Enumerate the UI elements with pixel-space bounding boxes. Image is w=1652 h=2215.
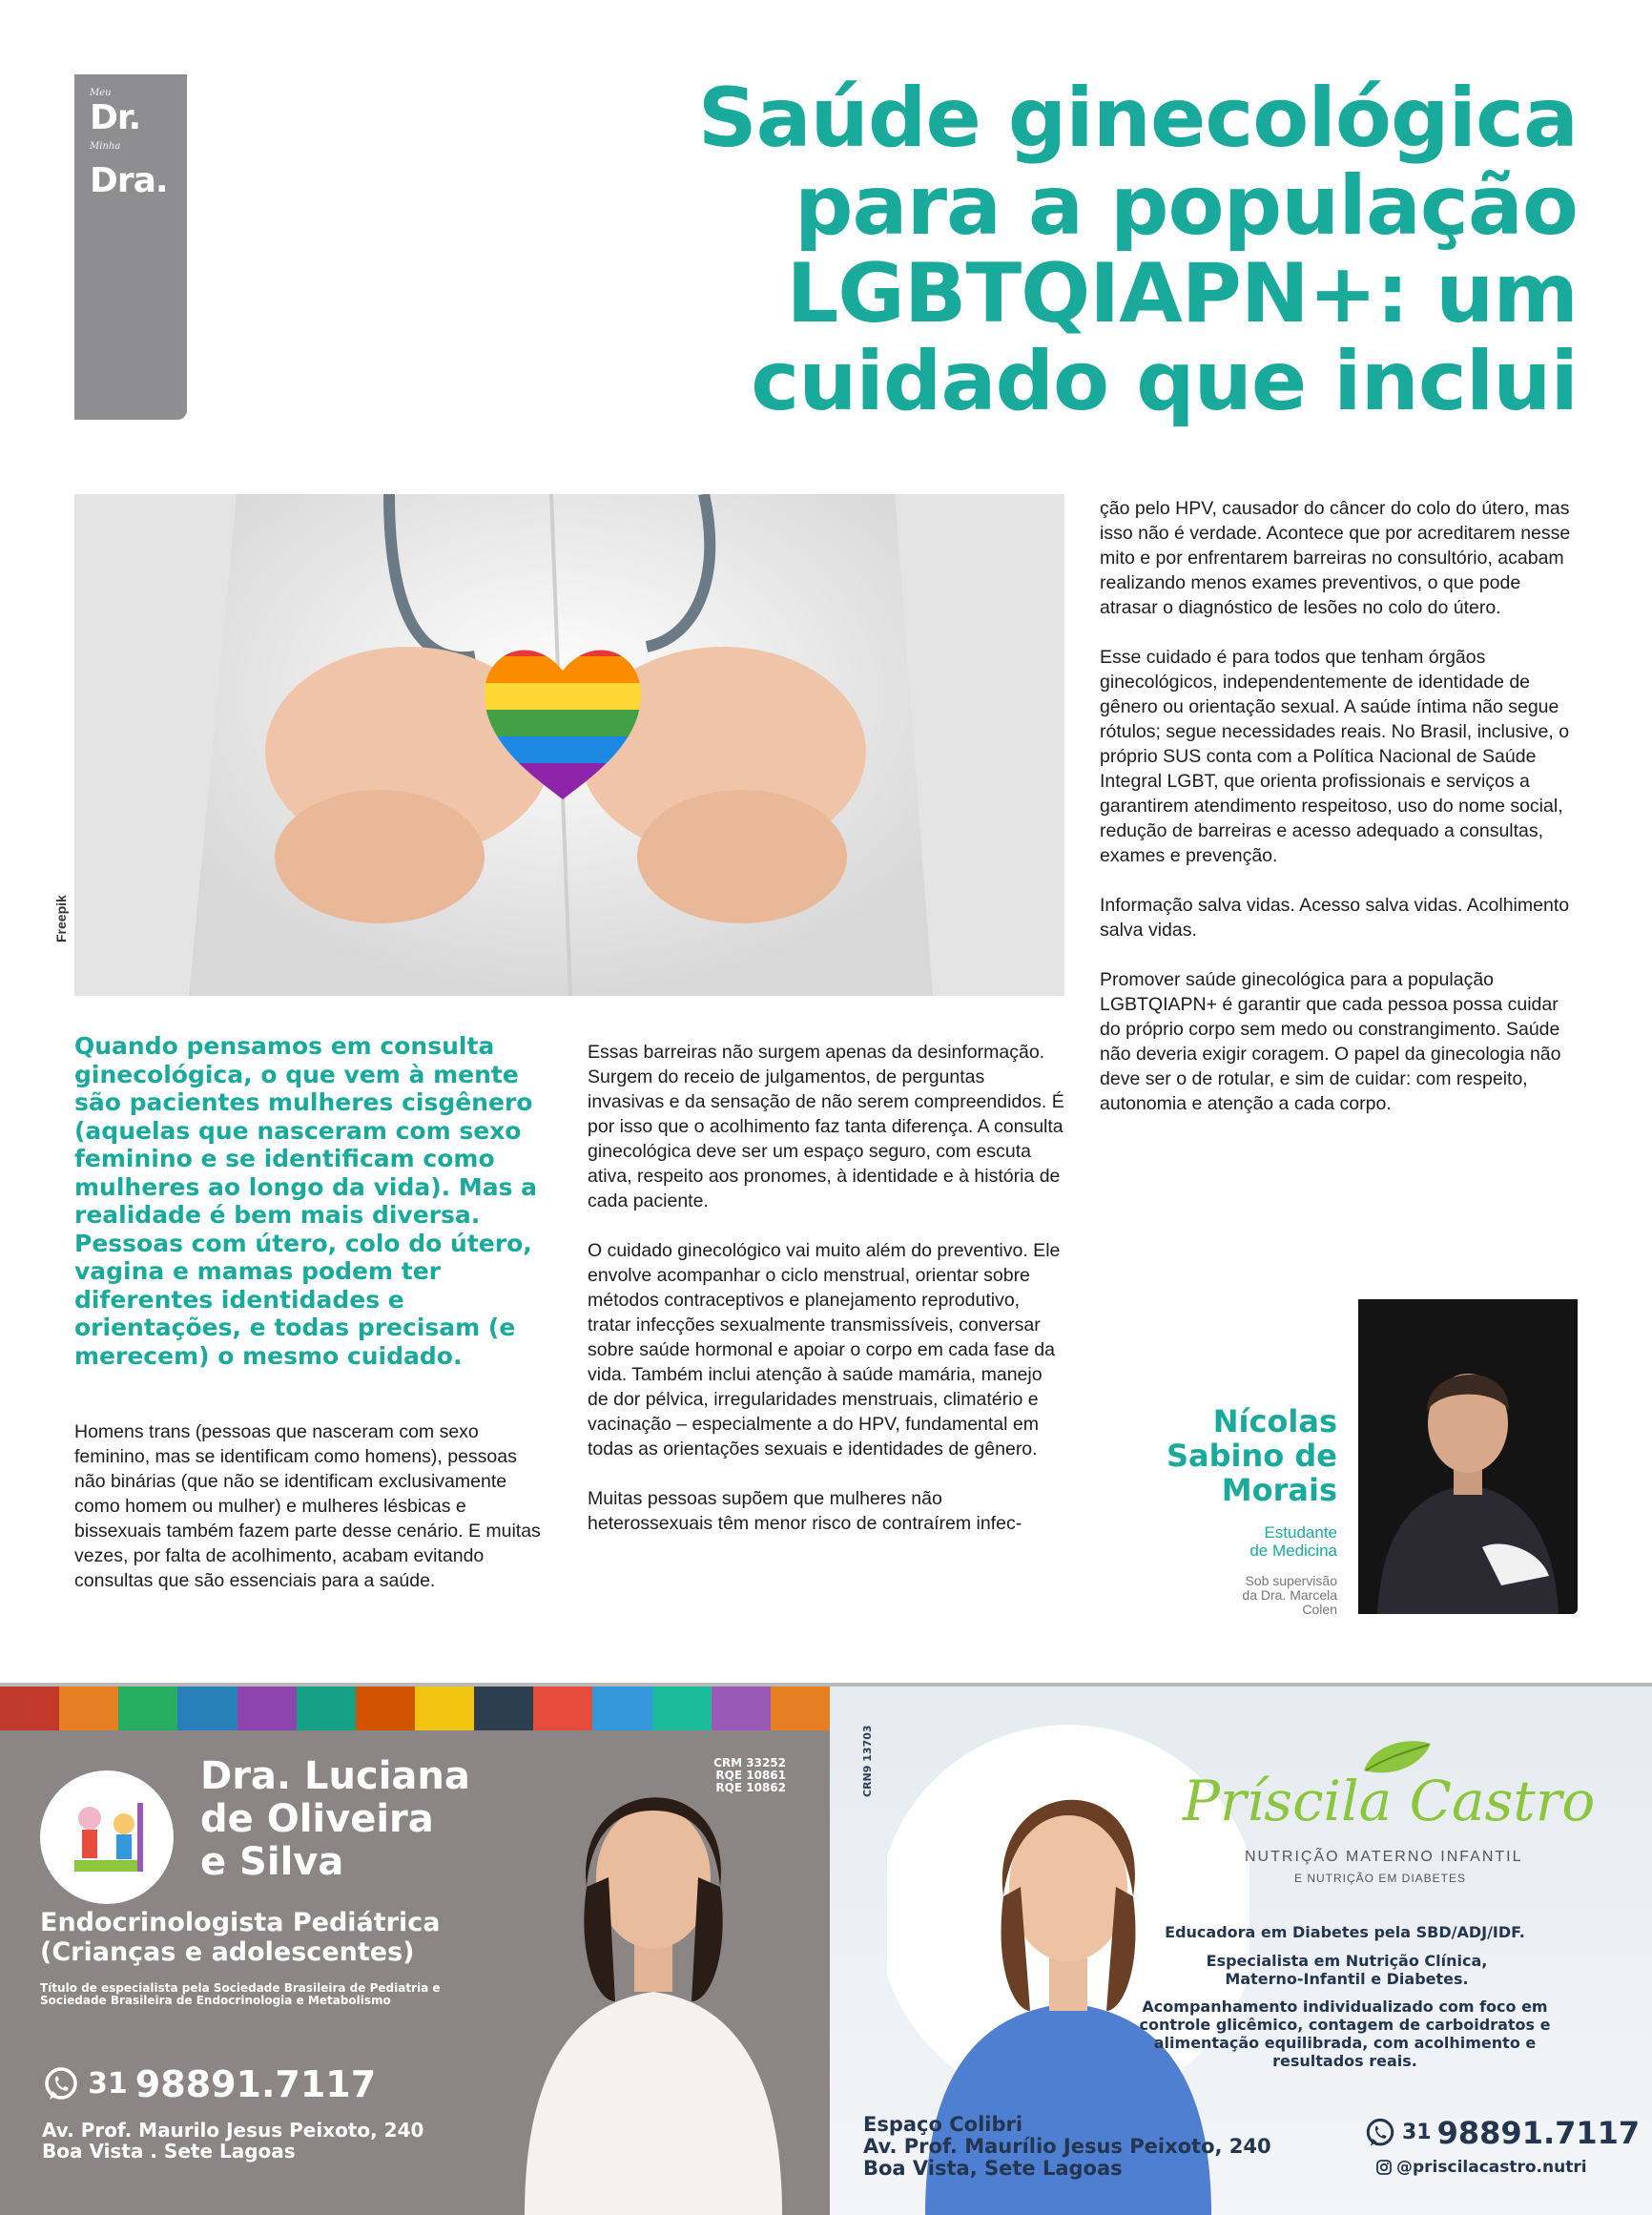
nutritionist-description: Acompanhamento individualizado com foco em controle glicêmico, contagem de carboidratos e alimentação equilibrada, com acolhimento e resultados reais. xyxy=(1139,1998,1551,2070)
author-role xyxy=(1249,1523,1337,1560)
whatsapp-icon xyxy=(42,2065,80,2103)
specialty-line: (Crianças e adolescentes) xyxy=(40,1937,415,1967)
children-growth-icon xyxy=(40,1770,174,1904)
brand-subtitle: NUTRIÇÃO MATERNO INFANTIL xyxy=(1245,1849,1523,1865)
ad1-address xyxy=(42,2120,423,2162)
doctor-holding-rainbow-heart-image xyxy=(74,494,1064,996)
paragraph: Informação salva vidas. Acesso salva vidas. Acolhimento salva vidas. xyxy=(1100,895,1570,941)
color-stripe xyxy=(415,1687,474,1730)
brand-subtitle: E NUTRIÇÃO EM DIABETES xyxy=(1294,1872,1467,1885)
doctor-registration xyxy=(710,1757,786,1794)
doctor-name-line: e Silva xyxy=(200,1840,344,1884)
article-title xyxy=(547,71,1578,429)
paragraph: O cuidado ginecológico vai muito além do preventivo. Ele envolve acompanhar o ciclo menstrual, orientar sobre métodos contraceptivos e planejamento reprodutivo, tratar infecções sexualmente transmissíveis, conversar sobre saúde hormonal e apoiar o corpo em cada fase da vida. Também inclui atenção à saúde mamária, manejo de dor pélvica, irregularidades menstruais, climatério e vacinação – especialmente a do HPV, fundamental em todas as orientações sexuais e identidades de gênero. xyxy=(588,1240,1061,1459)
author-portrait-image xyxy=(1358,1299,1578,1614)
author-supervision-line: Sob supervisão xyxy=(1245,1573,1337,1588)
nutritionist-registration: CRN9 13703 xyxy=(861,1725,874,1797)
color-stripe xyxy=(356,1687,415,1730)
instagram-icon xyxy=(1376,2160,1392,2175)
color-stripe xyxy=(237,1687,297,1730)
column-2-text xyxy=(588,1040,1064,1561)
article-photo xyxy=(74,494,1064,996)
doctor-name-line: Dra. Luciana xyxy=(200,1754,470,1798)
instagram-handle-text: @priscilacastro.nutri xyxy=(1396,2158,1587,2177)
column-3-text xyxy=(1100,496,1577,1141)
registration-line: RQE 10861 xyxy=(715,1769,786,1782)
color-stripe xyxy=(118,1687,177,1730)
paragraph: ção pelo HPV, causador do câncer do colo do útero, mas isso não é verdade. Acontece que por acreditarem nesse mito e por enfrentarem barreiras no consultório, acabam realizando menos exames preventivos, o que pode atrasar o diagnóstico de lesões no colo do útero. xyxy=(1100,498,1571,618)
logo-word-dra: Dra. xyxy=(90,161,168,200)
author-supervision xyxy=(1242,1574,1337,1617)
paragraph: Essas barreiras não surgem apenas da desinformação. Surgem do receio de julgamentos, de perguntas invasivas e da sensação de não serem compreendidos. É por isso que o acolhimento faz tanta diferença. A consulta ginecológica deve ser um espaço seguro, com escuta ativa, respeito aos pronomes, à identidade e à história de cada paciente. xyxy=(588,1042,1064,1211)
address-line: Espaço Colibri xyxy=(863,2113,1023,2136)
logo-word-meu: Meu xyxy=(90,88,112,98)
phone-ddd: 31 xyxy=(1402,2121,1432,2144)
specialty-line: Endocrinologista Pediátrica xyxy=(40,1908,441,1937)
title-line: Saúde ginecológica xyxy=(697,71,1578,166)
whatsapp-icon xyxy=(1364,2117,1396,2149)
paragraph: Muitas pessoas supõem que mulheres não heterossexuais têm menor risco de contraírem infec- xyxy=(588,1488,1022,1534)
instagram-handle[interactable] xyxy=(1376,2158,1587,2177)
author-name-line: Sabino de xyxy=(1166,1438,1337,1474)
paragraph: Homens trans (pessoas que nasceram com sexo feminino, mas se identificam como homens), pessoas não binárias (que não se identificam exclusivamente como homem ou mulher) e mulheres lésbicas e bissexuais também fazem parte desse cenário. E muitas vezes, por falta de acolhimento, acabam evitando consultas que são essenciais para a saúde. xyxy=(74,1421,541,1591)
lead-paragraph: Quando pensamos em consulta ginecológica, o que vem à mente são pacientes mulheres cisgênero (aquelas que nasceram com sexo feminino e se identificam como mulheres ao longo da vida). Mas a realidade é bem mais diversa. Pessoas com útero, colo do útero, vagina e mamas podem ter diferentes identidades e orientações, e todas precisam (e merecem) o mesmo cuidado. xyxy=(74,1032,538,1370)
paragraph: Promover saúde ginecológica para a população LGBTQIAPN+ é garantir que cada pessoa possa cuidar do próprio corpo sem medo ou constrangimento. Saúde não deveria exigir coragem. O papel da ginecologia não deve ser o de rotular, e sim de cuidar: com respeito, autonomia e atenção a cada corpo. xyxy=(1100,969,1561,1114)
author-role-line: Estudante xyxy=(1264,1523,1337,1542)
phone-ddd: 31 xyxy=(88,2067,128,2101)
doctor-name-line: de Oliveira xyxy=(200,1797,434,1841)
registration-line: RQE 10862 xyxy=(715,1781,786,1794)
author-photo xyxy=(1358,1299,1578,1614)
ad1-phone[interactable] xyxy=(42,2064,376,2104)
nutritionist-credential: Especialista em Nutrição Clínica, Materno-Infantil e Diabetes. xyxy=(1206,1952,1488,1988)
author-role-line: de Medicina xyxy=(1249,1542,1337,1560)
column-1-text xyxy=(74,1419,551,1618)
address-line: Boa Vista, Sete Lagoas xyxy=(863,2157,1123,2180)
registration-line: CRM 33252 xyxy=(713,1756,786,1770)
ad2-phone[interactable] xyxy=(1364,2116,1640,2150)
title-line: LGBTQIAPN+: um xyxy=(786,246,1578,342)
author-name xyxy=(1167,1404,1337,1507)
author-name-line: Nícolas xyxy=(1212,1403,1337,1439)
author-supervision-line: da Dra. Marcela xyxy=(1242,1587,1337,1603)
nutritionist-credential: Educadora em Diabetes pela SBD/ADJ/IDF. xyxy=(1165,1923,1525,1941)
doctor-specialty xyxy=(40,1908,440,1967)
paragraph: Esse cuidado é para todos que tenham órgãos ginecológicos, independentemente de identidade de gênero ou orientação sexual. A saúde íntima não segue rótulos; segue necessidades reais. No Brasil, inclusive, o próprio SUS conta com a Política Nacional de Saúde Integral LGBT, que orienta profissionais e serviços a garantirem atendimento respeitoso, uso do nome social, redução de barreiras e acesso adequado a consultas, exames e prevenção. xyxy=(1100,647,1570,866)
address-line: Av. Prof. Maurilo Jesus Peixoto, 240 xyxy=(42,2119,424,2142)
color-stripe xyxy=(177,1687,237,1730)
color-stripe xyxy=(0,1687,59,1730)
title-line: cuidado que inclui xyxy=(751,334,1578,429)
phone-number: 98891.7117 xyxy=(1436,2115,1641,2151)
title-line: para a população xyxy=(795,158,1578,254)
nutrition-brand-name: Príscila Castro xyxy=(1183,1769,1596,1833)
color-stripe xyxy=(297,1687,356,1730)
author-supervision-line: Colen xyxy=(1302,1602,1337,1617)
ad2-address xyxy=(863,2114,1271,2180)
address-line: Av. Prof. Maurílio Jesus Peixoto, 240 xyxy=(863,2135,1271,2158)
pediatric-clinic-logo xyxy=(40,1770,174,1904)
photo-credit: Freepik xyxy=(53,895,69,942)
specialist-title: Título de especialista pela Sociedade Brasileira de Pediatria e Sociedade Brasileira de Endocrinologia e Metabolismo xyxy=(40,1981,441,2007)
author-name-line: Morais xyxy=(1221,1472,1337,1508)
address-line: Boa Vista . Sete Lagoas xyxy=(42,2140,296,2163)
logo-word-dr: Dr. xyxy=(90,98,141,137)
color-stripe xyxy=(59,1687,118,1730)
phone-number: 98891.7117 xyxy=(134,2063,377,2105)
logo-word-minha: Minha xyxy=(90,141,121,152)
column-logo xyxy=(74,74,187,420)
doctor-name xyxy=(200,1755,470,1884)
